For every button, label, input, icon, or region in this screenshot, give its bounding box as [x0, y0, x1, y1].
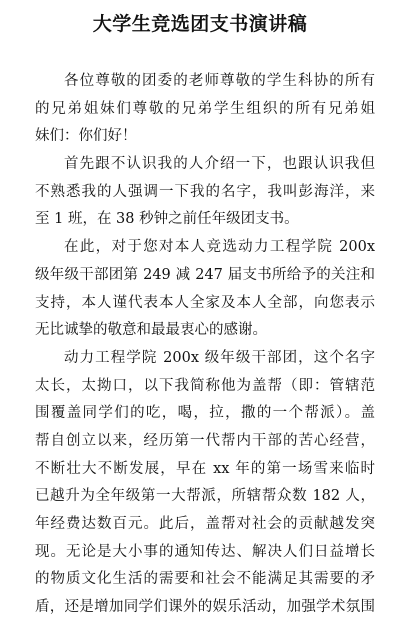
paragraph-line: 已越升为全年级第一大帮派，所辖帮众数 182 人， [35, 488, 375, 505]
paragraph-line: 帮自创立以来，经历第一代帮内干部的苦心经营， [35, 432, 375, 449]
paragraph-line: 至 1 班，在 38 秒钟之前任年级团支书。 [35, 211, 299, 228]
paragraph-line: 的兄弟姐妹们尊敬的兄弟学生组织的所有兄弟姐 [35, 100, 375, 117]
document-body [35, 68, 375, 622]
paragraph-line: 在此，对于您对本人竞选动力工程学院 200x [64, 239, 375, 256]
paragraph-line: 动力工程学院 200x 级年级干部团，这个名字 [64, 349, 375, 366]
paragraph-line: 支持，本人谨代表本人全家及本人全部，向您表示 [35, 294, 375, 311]
paragraph-line: 首先跟不认识我的人介绍一下，也跟认识我但 [64, 156, 375, 173]
document-title: 大学生竞选团支书演讲稿 [92, 13, 308, 35]
paragraph-line: 不熟悉我的人强调一下我的名字，我叫彭海洋，来 [35, 183, 375, 200]
paragraph-line: 盾，还是增加同学们课外的娱乐活动，加强学术氛围 [35, 599, 375, 616]
paragraph-line: 的物质文化生活的需要和社会不能满足其需要的矛 [35, 571, 375, 588]
paragraph-line: 现。无论是大小事的通知传达、解决人们日益增长 [35, 543, 375, 560]
paragraph-line: 各位尊敬的团委的老师尊敬的学生科协的所有 [64, 73, 375, 89]
paragraph-line: 年经费达数百元。此后，盖帮对社会的贡献越发突 [35, 516, 375, 532]
paragraph-line: 妹们：你们好！ [35, 128, 137, 145]
paragraph-line: 无比诚挚的敬意和最最衷心的感谢。 [35, 322, 267, 339]
paragraph-line: 围覆盖同学们的吃，喝，拉，撒的一个帮派）。盖 [35, 405, 375, 422]
paragraph-line: 太长，太拗口，以下我简称他为盖帮（即：管辖范 [35, 377, 375, 394]
paragraph-line: 不断壮大不断发展，早在 xx 年的第一场雪来临时 [35, 460, 375, 477]
paragraph-line: 级年级干部团第 249 减 247 届支书所给予的关注和 [35, 266, 375, 283]
